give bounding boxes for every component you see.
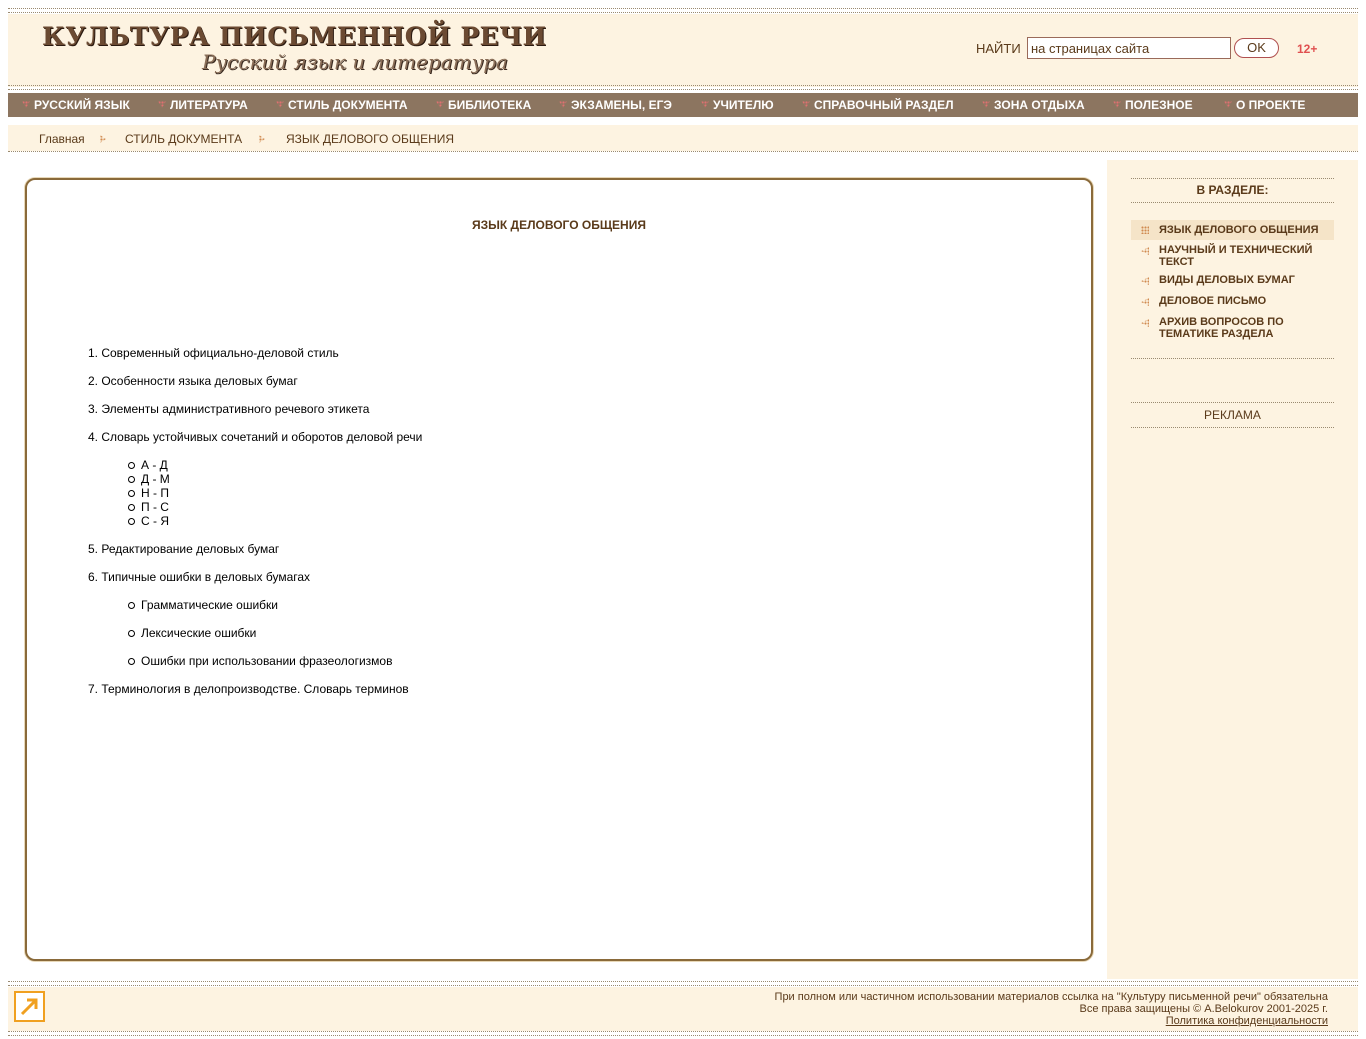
top-divider	[8, 8, 1358, 13]
toc-item-3[interactable]: 3. Элементы административного речевого этикета	[88, 402, 370, 416]
footer-notice: При полном или частичном использовании материалов ссылка на "Культуру письменной речи" обязательна	[774, 991, 1328, 1003]
section-bottom-border	[1131, 358, 1334, 359]
nav-arrow-icon	[22, 101, 30, 108]
error-type-link[interactable]: Ошибки при использовании фразеологизмов	[141, 654, 393, 668]
sidebar-item-label: ЯЗЫК ДЕЛОВОГО ОБЩЕНИЯ	[1159, 224, 1319, 236]
sidebar-item-business-language[interactable]	[1131, 220, 1334, 240]
toc-item-2[interactable]: 2. Особенности языка деловых бумаг	[88, 374, 298, 388]
search-label: НАЙТИ	[976, 41, 1021, 56]
nav-label: ПОЛЕЗНОЕ	[1125, 98, 1193, 112]
active-marker-icon	[1141, 226, 1149, 234]
logo-subtitle: Русский язык и литература	[202, 50, 508, 74]
nav-arrow-icon	[276, 101, 284, 108]
sidebar-item-label: НАУЧНЫЙ И ТЕХНИЧЕСКИЙ ТЕКСТ	[1159, 244, 1313, 268]
bullet-icon	[128, 462, 135, 469]
nav-arrow-icon	[802, 101, 810, 108]
nav-label: РУССКИЙ ЯЗЫК	[34, 98, 130, 112]
ad-label: РЕКЛАМА	[1204, 408, 1261, 422]
bullet-icon	[128, 602, 135, 609]
bullet-icon	[128, 518, 135, 525]
main-nav	[8, 93, 1358, 117]
breadcrumb-separator-icon	[259, 135, 265, 143]
ad-bottom-border	[1131, 427, 1334, 428]
dictionary-range-link[interactable]: П - С	[141, 500, 169, 514]
sidebar-item-scientific-text[interactable]	[1131, 244, 1334, 270]
nav-item-literature[interactable]	[158, 93, 248, 117]
section-menu	[1131, 178, 1334, 358]
bullet-icon	[128, 476, 135, 483]
nav-arrow-icon	[158, 101, 166, 108]
sidebar-item-business-letter[interactable]	[1131, 295, 1334, 309]
nav-arrow-icon	[982, 101, 990, 108]
nav-item-russian[interactable]	[22, 93, 130, 117]
breadcrumb-document-style[interactable]: СТИЛЬ ДОКУМЕНТА	[125, 132, 243, 146]
sidebar-item-label: АРХИВ ВОПРОСОВ ПО ТЕМАТИКЕ РАЗДЕЛА	[1159, 316, 1284, 340]
nav-item-about[interactable]	[1224, 93, 1305, 117]
footer-bottom-divider	[8, 1031, 1358, 1036]
breadcrumb-current: ЯЗЫК ДЕЛОВОГО ОБЩЕНИЯ	[286, 132, 455, 146]
search-ok-button[interactable]: OK	[1234, 38, 1279, 58]
bullet-icon	[128, 504, 135, 511]
section-title: В РАЗДЕЛЕ:	[1196, 183, 1269, 197]
error-type-link[interactable]: Лексические ошибки	[141, 626, 257, 640]
content-panel	[25, 178, 1093, 961]
error-type-link[interactable]: Грамматические ошибки	[141, 598, 278, 612]
breadcrumb	[8, 125, 1358, 151]
age-rating-badge: 12+	[1297, 42, 1318, 56]
logo-title: КУЛЬТУРА ПИСЬМЕННОЙ РЕЧИ	[42, 22, 547, 51]
nav-label: ЛИТЕРАТУРА	[170, 98, 248, 112]
nav-item-useful[interactable]	[1113, 93, 1193, 117]
bullet-icon	[128, 630, 135, 637]
breadcrumb-separator-icon	[100, 135, 106, 143]
toc-item-7[interactable]: 7. Терминология в делопроизводстве. Словарь терминов	[88, 682, 409, 696]
nav-arrow-icon	[559, 101, 567, 108]
breadcrumb-divider	[8, 151, 1358, 152]
nav-item-library[interactable]	[436, 93, 531, 117]
dictionary-range-link[interactable]: Д - М	[141, 472, 170, 486]
nav-item-teacher[interactable]	[701, 93, 774, 117]
dictionary-range-link[interactable]: С - Я	[141, 514, 169, 528]
footer-copyright: Все права защищены © A.Belokurov 2001-2025 г.	[1079, 1003, 1328, 1015]
nav-arrow-icon	[436, 101, 444, 108]
dictionary-range-link[interactable]: Н - П	[141, 486, 169, 500]
nav-arrow-icon	[1113, 101, 1121, 108]
footer-top-divider	[8, 981, 1358, 986]
site-header	[8, 14, 1358, 87]
nav-item-reference[interactable]	[802, 93, 954, 117]
nav-label: О ПРОЕКТЕ	[1236, 98, 1306, 112]
nav-label: УЧИТЕЛЮ	[713, 98, 774, 112]
nav-label: БИБЛИОТЕКА	[448, 98, 532, 112]
toc-item-5[interactable]: 5. Редактирование деловых бумаг	[88, 542, 280, 556]
nav-item-leisure[interactable]	[982, 93, 1085, 117]
header-divider	[8, 85, 1358, 90]
nav-item-document-style[interactable]	[276, 93, 408, 117]
toc-item-4[interactable]: 4. Словарь устойчивых сочетаний и оборотов деловой речи	[88, 430, 423, 444]
sidebar-item-label: ДЕЛОВОЕ ПИСЬМО	[1159, 295, 1267, 307]
nav-arrow-icon	[701, 101, 709, 108]
sidebar-item-questions-archive[interactable]	[1131, 316, 1334, 342]
arrow-icon	[1141, 277, 1149, 285]
nav-label: СТИЛЬ ДОКУМЕНТА	[288, 98, 408, 112]
search-input[interactable]	[1027, 37, 1231, 59]
bullet-icon	[128, 490, 135, 497]
nav-label: ЭКЗАМЕНЫ, ЕГЭ	[571, 98, 672, 112]
nav-item-exams[interactable]	[559, 93, 672, 117]
ad-box	[1131, 402, 1334, 427]
bullet-icon	[128, 658, 135, 665]
arrow-icon	[1141, 247, 1149, 255]
arrow-icon	[1141, 319, 1149, 327]
nav-label: СПРАВОЧНЫЙ РАЗДЕЛ	[814, 98, 954, 112]
arrow-icon	[1141, 298, 1149, 306]
site-logo[interactable]	[42, 22, 547, 84]
external-link-icon[interactable]	[14, 991, 45, 1022]
nav-arrow-icon	[1224, 101, 1232, 108]
sidebar-item-label: ВИДЫ ДЕЛОВЫХ БУМАГ	[1159, 274, 1295, 286]
dictionary-range-link[interactable]: А - Д	[141, 458, 168, 472]
breadcrumb-home[interactable]: Главная	[39, 132, 85, 146]
section-title-divider	[1131, 202, 1334, 203]
sidebar-item-document-types[interactable]	[1131, 274, 1334, 288]
toc-item-6[interactable]: 6. Типичные ошибки в деловых бумагах	[88, 570, 311, 584]
site-footer	[8, 987, 1358, 1031]
privacy-policy-link[interactable]: Политика конфиденциальности	[1165, 1015, 1328, 1027]
page-title: ЯЗЫК ДЕЛОВОГО ОБЩЕНИЯ	[472, 218, 646, 232]
toc-item-1[interactable]: 1. Современный официально-деловой стиль	[88, 346, 339, 360]
nav-label: ЗОНА ОТДЫХА	[994, 98, 1085, 112]
